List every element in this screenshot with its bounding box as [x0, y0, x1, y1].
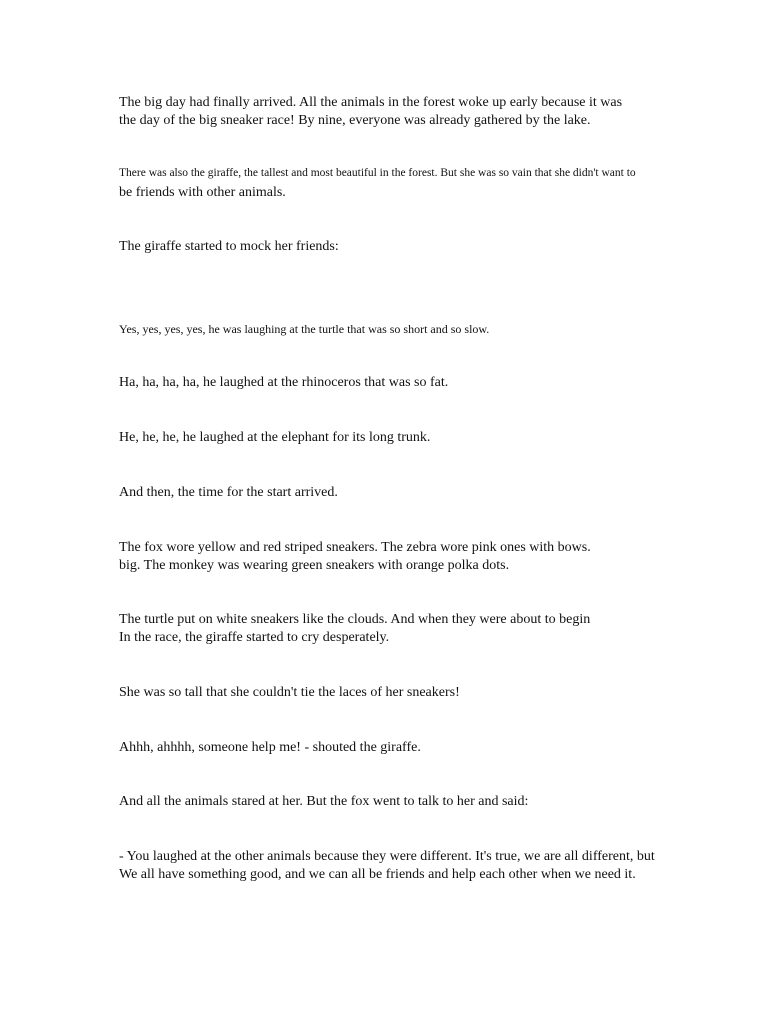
- text-line: And all the animals stared at her. But the fox went to talk to her and said:: [119, 794, 529, 809]
- paragraph-fox-speaks: [119, 793, 679, 811]
- text-line: The fox wore yellow and red striped sneakers. The zebra wore pink ones with bows.: [119, 540, 591, 555]
- text-line: In the race, the giraffe started to cry desperately.: [119, 630, 390, 645]
- paragraph-sneakers: [119, 539, 679, 575]
- text-line: The big day had finally arrived. All the animals in the forest woke up early because it was: [119, 95, 623, 110]
- paragraph-turtle-laugh: [119, 320, 679, 338]
- paragraph-fox-lesson: [119, 848, 679, 884]
- paragraph-start-time: [119, 484, 679, 502]
- paragraph-giraffe-intro: [119, 163, 679, 203]
- text-line: Ahhh, ahhhh, someone help me! - shouted the giraffe.: [119, 740, 421, 755]
- paragraph-rhinoceros-laugh: [119, 374, 679, 392]
- text-line: - You laughed at the other animals because they were different. It's true, we are all different, but: [119, 849, 655, 864]
- paragraph-giraffe-mock: [119, 238, 679, 256]
- text-line: He, he, he, he laughed at the elephant for its long trunk.: [119, 430, 431, 445]
- text-line: And then, the time for the start arrived.: [119, 485, 338, 500]
- text-line: The giraffe started to mock her friends:: [119, 239, 339, 254]
- text-line: big. The monkey was wearing green sneakers with orange polka dots.: [119, 558, 510, 573]
- text-line: Ha, ha, ha, ha, he laughed at the rhinoceros that was so fat.: [119, 375, 449, 390]
- text-line: The turtle put on white sneakers like the clouds. And when they were about to begin: [119, 612, 591, 627]
- text-line: There was also the giraffe, the tallest and most beautiful in the forest. But she was so vain that she didn't want to: [119, 167, 636, 179]
- text-line: We all have something good, and we can all be friends and help each other when we need it.: [119, 867, 636, 882]
- text-line: the day of the big sneaker race! By nine, everyone was already gathered by the lake.: [119, 113, 591, 128]
- text-line: She was so tall that she couldn't tie the laces of her sneakers!: [119, 685, 460, 700]
- paragraph-giraffe-laces: [119, 684, 679, 702]
- text-line: be friends with other animals.: [119, 185, 286, 200]
- text-line: Yes, yes, yes, yes, he was laughing at the turtle that was so short and so slow.: [119, 322, 490, 336]
- paragraph-turtle-sneakers: [119, 611, 679, 647]
- paragraph-giraffe-shout: [119, 739, 679, 757]
- paragraph-elephant-laugh: [119, 429, 679, 447]
- paragraph-race-day: [119, 94, 679, 130]
